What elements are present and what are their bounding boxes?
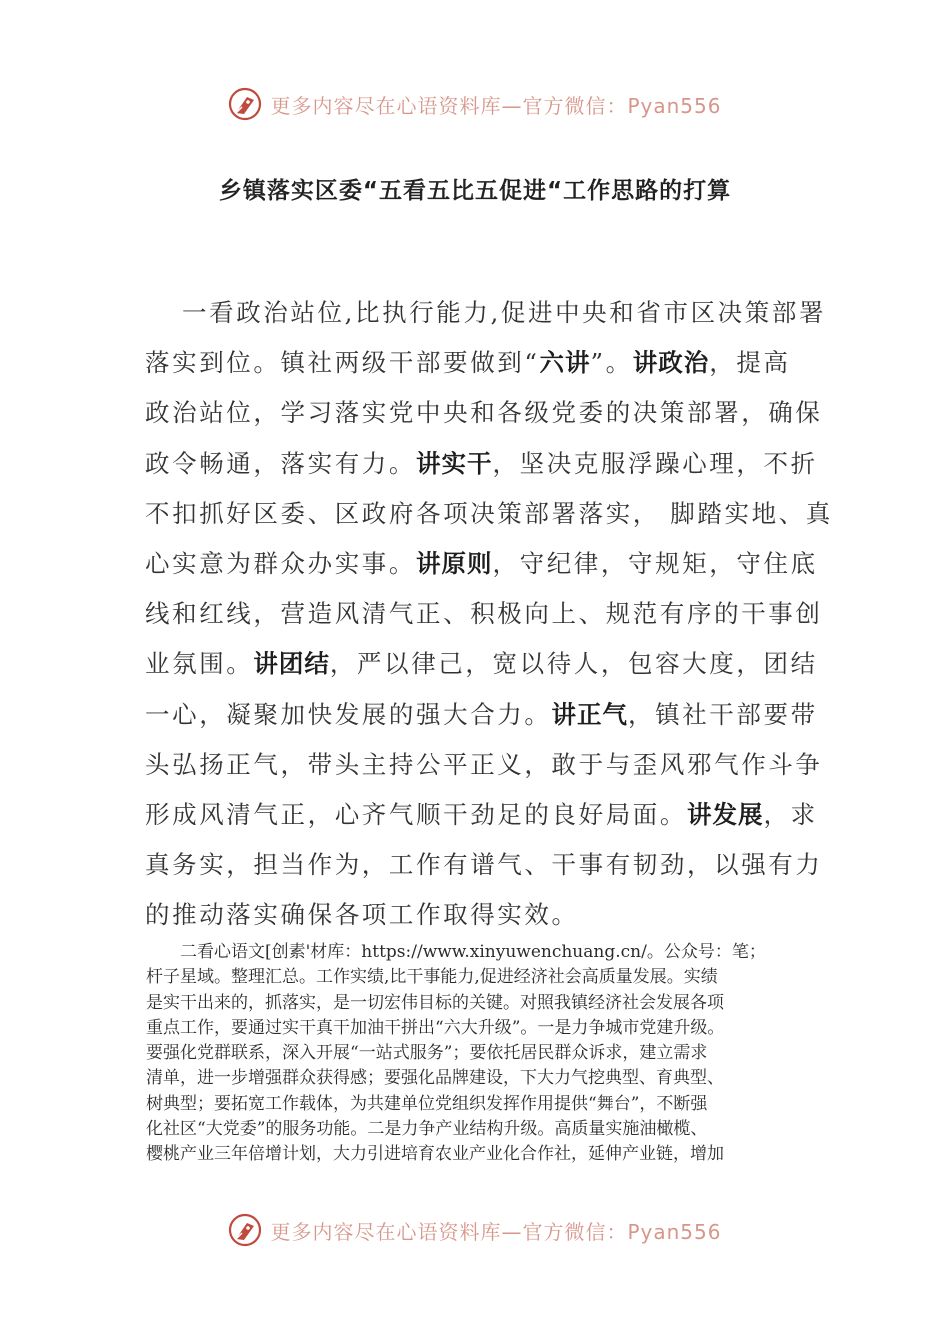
text-line: [145, 539, 818, 589]
text-run: 不扣抓好区委、区政府各项决策部署落实， 脚踏实地、真: [145, 498, 833, 528]
text-line: [145, 589, 823, 639]
text-run: ，坚决克服浮躁心理，不折: [492, 448, 818, 478]
watermark-text: 更多内容尽在心语资料库—官方微信：Pyan556: [270, 1219, 722, 1244]
text-run: 心实意为群众办实事。: [145, 548, 416, 578]
bold-keyword: 讲实干: [416, 448, 493, 478]
text-run: 政令畅通，落实有力。: [145, 448, 416, 478]
paragraph-second-look: [146, 940, 812, 1168]
text-line: [145, 288, 827, 338]
text-run: 真务实，担当作为，工作有谱气、干事有韧劲，以强有力: [145, 850, 823, 880]
pen-nib-logo-icon: [228, 87, 262, 121]
text-line: [145, 489, 833, 539]
bold-keyword: 六讲: [539, 348, 591, 378]
bold-keyword: 讲发展: [687, 799, 764, 829]
bold-keyword: 讲政治: [632, 348, 710, 378]
text-run: 政治站位，学习落实党中央和各级党委的决策部署，确保: [145, 398, 823, 428]
text-line: 二看心语文[创素'材库：https://www.xinyuwenchuang.cn/。公众号：笔；: [180, 942, 766, 962]
text-run: 头弘扬正气，带头主持公平正义，敢于与歪风邪气作斗争: [145, 749, 823, 779]
text-run: 一看政治站位,比执行能力,促进中央和省市区决策部署: [182, 298, 827, 327]
bold-keyword: 讲团结: [253, 649, 330, 679]
text-run: ，提高: [709, 348, 791, 378]
text-run: 业氛围。: [145, 649, 254, 679]
text-line: [145, 639, 818, 689]
watermark-text: 更多内容尽在心语资料库—官方微信：Pyan556: [270, 93, 722, 118]
paragraph-six-talks: [145, 288, 833, 940]
text-run: 的推动落实确保各项工作取得实效。: [145, 900, 579, 930]
footer-watermark-banner: [0, 1208, 950, 1252]
text-line: [145, 740, 823, 790]
text-run: 线和红线，营造风清气正、积极向上、规范有序的干事创: [145, 599, 823, 629]
bold-keyword: 讲原则: [416, 548, 493, 578]
text-line: [145, 890, 807, 940]
text-line: [145, 388, 823, 438]
pen-nib-logo-icon: [228, 1213, 262, 1247]
text-run: ，严以律己，宽以待人，包容大度，团结: [329, 649, 818, 679]
text-run: ，镇社干部要带: [628, 699, 818, 729]
text-line: 清单，进一步增强群众获得感；要强化品牌建设，下大力气挖典型、育典型、: [146, 1068, 724, 1089]
text-run: ”。: [590, 348, 633, 378]
text-line: 树典型；要拓宽工作载体，为共建单位党组织发挥作用提供“舞台”，不断强: [146, 1093, 708, 1114]
text-line: [145, 840, 823, 890]
text-run: 形成风清气正，心齐气顺干劲足的良好局面。: [145, 799, 687, 829]
text-run: 一心，凝聚加快发展的强大合力。: [145, 699, 552, 729]
text-line: 化社区“大党委”的服务功能。二是力争产业结构升级。高质量实施油橄榄、: [146, 1119, 708, 1140]
header-watermark-banner: [0, 82, 950, 126]
text-line: 重点工作，要通过实干真干加油干拼出“六大升级”。一是力争城市党建升级。: [146, 1017, 725, 1038]
text-line: [145, 690, 818, 740]
text-line: [145, 338, 807, 388]
document-title: 乡镇落实区委“五看五比五促进“工作思路的打算: [218, 178, 732, 204]
text-line: 是实干出来的，抓落实，是一切宏伟目标的关键。对照我镇经济社会发展各项: [146, 992, 724, 1013]
text-line: [145, 439, 818, 489]
text-line: 要强化党群联系，深入开展“一站式服务”；要依托居民群众诉求，建立需求: [146, 1043, 708, 1064]
text-line: 杆子星域。整理汇总。工作实绩,比干事能力,促进经济社会高质量发展。实绩: [146, 967, 718, 988]
text-line: 樱桃产业三年倍增计划，大力引进培育农业产业化合作社，延伸产业链，增加: [146, 1144, 724, 1165]
text-line: [145, 790, 818, 840]
text-run: ，求: [763, 799, 818, 829]
text-run: ，守纪律，守规矩，守住底: [492, 548, 818, 578]
text-run: 落实到位。镇社两级干部要做到“: [145, 348, 540, 378]
bold-keyword: 讲正气: [551, 699, 628, 729]
